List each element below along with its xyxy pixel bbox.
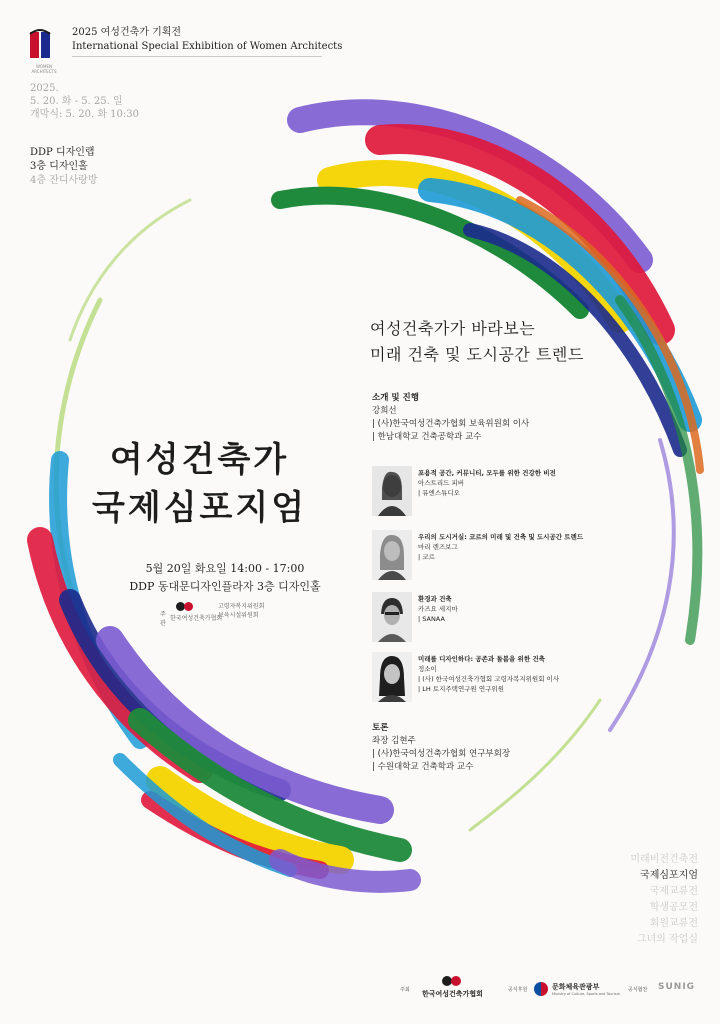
- sponsor-footer: [400, 976, 700, 1006]
- program-item: 미래비전건축전: [630, 854, 698, 865]
- panel-discussion: [372, 722, 510, 774]
- speaker-text: [418, 654, 559, 694]
- speaker-name: 정소이: [418, 665, 437, 673]
- speaker-2: [372, 530, 652, 580]
- program-item: 국제교류전: [649, 886, 698, 897]
- speaker-1: [372, 466, 652, 516]
- logo-caption: WOMEN ARCHITECTS: [31, 64, 57, 74]
- speaker-photo: [372, 466, 412, 516]
- speaker-4: [372, 652, 652, 702]
- speaker-name: 아스트리드 피버: [418, 479, 465, 487]
- committee-1: 고령자복지위원회: [218, 603, 265, 610]
- committee-2: 보육시설위원회: [218, 612, 259, 619]
- program-list: [630, 852, 698, 948]
- intro-affiliation-2: | 한남대학교 건축공학과 교수: [372, 432, 482, 442]
- symposium-title: [92, 436, 307, 532]
- speaker-text: [418, 532, 583, 562]
- exhibition-dates: [30, 82, 139, 121]
- title-line-1: 여성건축가: [109, 440, 290, 480]
- organizer-name: 한국여성건축가협회: [170, 615, 223, 622]
- exhibition-header: [72, 26, 342, 54]
- intro-affiliation-1: | (사)한국여성건축가협회 보육위원회 이사: [372, 419, 530, 429]
- opening-ceremony: 개막식: 5. 20. 화 10:30: [30, 109, 139, 120]
- exhibition-period: 5. 20. 화 - 5. 25. 일: [30, 96, 123, 107]
- exhibition-logo-icon: [28, 28, 54, 62]
- host-label: 주최: [400, 987, 410, 993]
- subtitle-line-2: 미래 건축 및 도시공간 트렌드: [370, 345, 584, 364]
- speaker-name: 마리 렌즈보그: [418, 543, 458, 551]
- speaker-topic: 환경과 건축: [418, 595, 452, 603]
- subtitle-line-1: 여성건축가가 바라보는: [370, 319, 536, 338]
- speaker-affiliation: | SANAA: [418, 615, 445, 623]
- event-info: [110, 560, 340, 596]
- speaker-3: [372, 592, 652, 642]
- partner-name: SUNIG: [658, 982, 696, 992]
- speaker-topic: 우리의 도시거실: 코르의 미래 및 건축 및 도시공간 트렌드: [418, 533, 584, 541]
- event-place: DDP 동대문디자인플라자 3층 디자인홀: [129, 580, 321, 593]
- exhibition-year: 2025.: [30, 83, 59, 94]
- speaker-photo: [372, 592, 412, 642]
- speaker-photo: [372, 652, 412, 702]
- sponsor-label: 공식후원: [508, 987, 528, 993]
- event-datetime: 5월 20일 화요일 14:00 - 17:00: [145, 562, 305, 575]
- ministry-emblem-icon: [534, 982, 548, 996]
- venue-line-2: 3층 디자인홀: [30, 161, 88, 172]
- panel-affiliation-2: | 수원대학교 건축학과 교수: [372, 762, 474, 772]
- intro-heading: 소개 및 진행: [372, 393, 419, 403]
- symposium-subtitle: [370, 316, 584, 368]
- venue-line-3: 4층 잔디사랑방: [30, 175, 98, 186]
- program-item: 학생공모전: [649, 902, 698, 913]
- program-item: 그녀의 작업실: [636, 934, 698, 945]
- exhibition-venue: [30, 146, 98, 188]
- partner-label: 공식협찬: [628, 987, 648, 993]
- speaker-affiliation: | (사) 한국여성건축가협회 고령자복지위원회 이사: [418, 675, 560, 683]
- program-item: 회원교류전: [649, 918, 698, 929]
- speaker-text: [418, 468, 556, 498]
- panel-heading: 토론: [372, 723, 389, 733]
- program-item-active: 국제심포지엄: [640, 870, 698, 881]
- panel-chair: 좌장 김현주: [372, 736, 416, 746]
- organizer-logo-icon: [176, 602, 198, 612]
- intro-section: [372, 392, 529, 444]
- panel-affiliation-1: | (사)한국여성건축가협회 연구부회장: [372, 749, 511, 759]
- organizer-label: 주관: [160, 611, 166, 627]
- speaker-affiliation: | 뮤엔스튜디오: [418, 489, 460, 497]
- header-english: International Special Exhibition of Women Architects: [72, 41, 343, 52]
- speaker-photo: [372, 530, 412, 580]
- host-logo-icon: [440, 976, 464, 988]
- speaker-name: 카즈요 세지마: [418, 605, 458, 613]
- sponsor-english-name: Ministry of Culture, Sports and Tourism: [552, 992, 621, 996]
- speaker-topic: 포용적 공간, 커뮤니티, 모두를 위한 건강한 비전: [418, 469, 556, 477]
- title-line-2: 국제심포지엄: [92, 488, 308, 528]
- venue-line-1: DDP 디자인랩: [30, 147, 95, 158]
- speaker-topic: 미래를 디자인하다: 공존과 돌봄을 위한 건축: [418, 655, 545, 663]
- host-name: 한국여성건축가협회: [422, 990, 483, 998]
- speaker-text: [418, 594, 458, 624]
- header-divider: [72, 56, 322, 57]
- organizer-committees: [218, 602, 264, 620]
- header-korean: 2025 여성건축가 기획전: [72, 27, 182, 38]
- speaker-affiliation-2: | LH 토지주택연구원 연구위원: [418, 685, 504, 693]
- speaker-affiliation: | 코르: [418, 553, 435, 561]
- sponsor-name: 문화체육관광부: [552, 983, 600, 991]
- intro-name: 강희선: [372, 406, 397, 416]
